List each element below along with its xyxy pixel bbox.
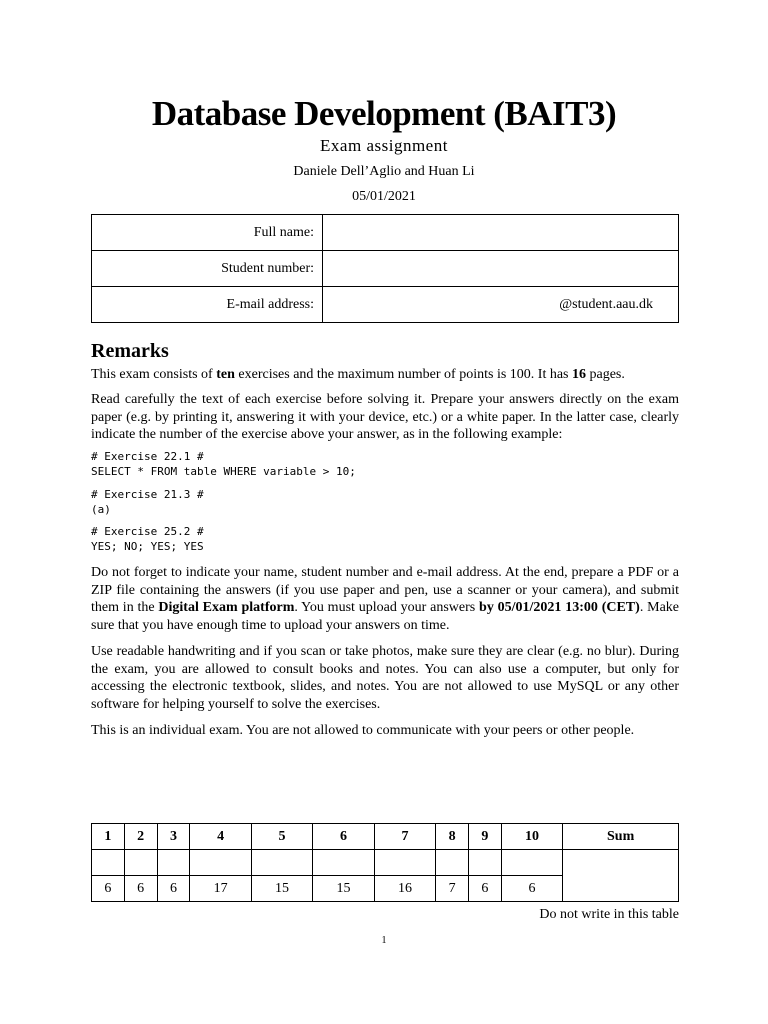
p1-text-pages: 16	[572, 367, 586, 382]
remarks-paragraph-2: Read carefully the text of each exercise before solving it. Prepare your answers directly on the exam paper (e.g. by printing it, answering it with your device, etc.) or a white paper. In the latter case, clearly indicate the number of the exercise above your answer, as in the following example:	[91, 392, 679, 442]
score-input-cell	[313, 850, 374, 876]
info-row-email	[92, 287, 679, 323]
score-points-cell: 6	[501, 876, 562, 902]
p3-text-c: . You must upload your answers	[294, 600, 480, 615]
info-row-full-name	[92, 215, 679, 251]
score-header-cell: 6	[313, 824, 374, 850]
remarks-paragraph-4: Use readable handwriting and if you scan or take photos, make sure they are clear (e.g. no blur). During the exam, you are allowed to consult books and notes. You can also use a computer, but only for accessing the electronic textbook, slides, and notes. You are not allowed to use MySQL or any other software for helping yourself to solve the exercises.	[91, 644, 679, 712]
info-row-student-number	[92, 251, 679, 287]
remarks-paragraph-3	[91, 564, 679, 634]
score-header-cell: 10	[501, 824, 562, 850]
email-label: E-mail address:	[92, 287, 323, 323]
p1-text-ten: ten	[216, 367, 235, 382]
email-field[interactable]: @student.aau.dk	[323, 287, 679, 323]
score-header-cell: 2	[124, 824, 157, 850]
remarks-paragraph-1	[91, 366, 679, 384]
p3-text-a: Do not forget to indicate your name, student number and e-mail address. At the end, prepare a PDF or a ZIP file containing the answers (if you use paper and pen, use a scanner or your camera), and submit them in the	[91, 565, 679, 615]
score-input-cell	[190, 850, 251, 876]
student-info-table	[91, 214, 679, 323]
code-example-2: # Exercise 21.3 # (a)	[91, 488, 204, 516]
code-example-3: # Exercise 25.2 # YES; NO; YES; YES	[91, 525, 204, 553]
score-points-cell: 15	[251, 876, 312, 902]
remarks-paragraph-5: This is an individual exam. You are not allowed to communicate with your peers or other people.	[91, 723, 635, 738]
score-points-cell: 15	[313, 876, 374, 902]
score-input-cell	[157, 850, 190, 876]
score-input-cell	[501, 850, 562, 876]
p1-text-e: pages.	[586, 367, 625, 382]
score-table	[91, 823, 679, 902]
score-input-cell	[251, 850, 312, 876]
student-number-field[interactable]	[323, 251, 679, 287]
score-header-sum: Sum	[563, 824, 679, 850]
code-example-1: # Exercise 22.1 # SELECT * FROM table WHERE variable > 10;	[91, 450, 356, 478]
score-points-cell: 17	[190, 876, 251, 902]
score-points-cell: 6	[124, 876, 157, 902]
score-points-cell: 6	[469, 876, 502, 902]
score-points-cell: 6	[157, 876, 190, 902]
document-subtitle: Exam assignment	[320, 136, 448, 155]
score-input-cell	[92, 850, 125, 876]
deadline-text: by 05/01/2021 13:00 (CET)	[479, 600, 640, 615]
student-number-label: Student number:	[92, 251, 323, 287]
p1-text-c: exercises and the maximum number of points is 100. It has	[234, 367, 572, 382]
score-header-cell: 7	[374, 824, 435, 850]
score-header-cell: 1	[92, 824, 125, 850]
score-header-cell: 9	[469, 824, 502, 850]
score-header-cell: 5	[251, 824, 312, 850]
score-table-note: Do not write in this table	[539, 907, 679, 922]
score-sum-cell	[563, 850, 679, 902]
score-input-cell	[436, 850, 469, 876]
score-input-cell	[469, 850, 502, 876]
score-header-cell: 4	[190, 824, 251, 850]
page-number: 1	[381, 935, 387, 946]
p1-text-a: This exam consists of	[91, 367, 217, 382]
full-name-field[interactable]	[323, 215, 679, 251]
full-name-label: Full name:	[92, 215, 323, 251]
document-authors: Daniele Dell’Aglio and Huan Li	[293, 164, 475, 179]
score-points-cell: 16	[374, 876, 435, 902]
score-points-cell: 6	[92, 876, 125, 902]
score-header-cell: 8	[436, 824, 469, 850]
score-header-cell: 3	[157, 824, 190, 850]
score-input-row	[92, 850, 679, 876]
document-title: Database Development (BAIT3)	[151, 94, 617, 133]
document-date: 05/01/2021	[352, 189, 416, 204]
score-input-cell	[374, 850, 435, 876]
digital-exam-platform-text: Digital Exam platform	[158, 600, 295, 615]
score-header-row	[92, 824, 679, 850]
remarks-heading: Remarks	[91, 340, 169, 362]
score-points-cell: 7	[436, 876, 469, 902]
p3-text-e: . Make sure that you have enough time to upload your answers on time.	[91, 600, 679, 633]
score-input-cell	[124, 850, 157, 876]
